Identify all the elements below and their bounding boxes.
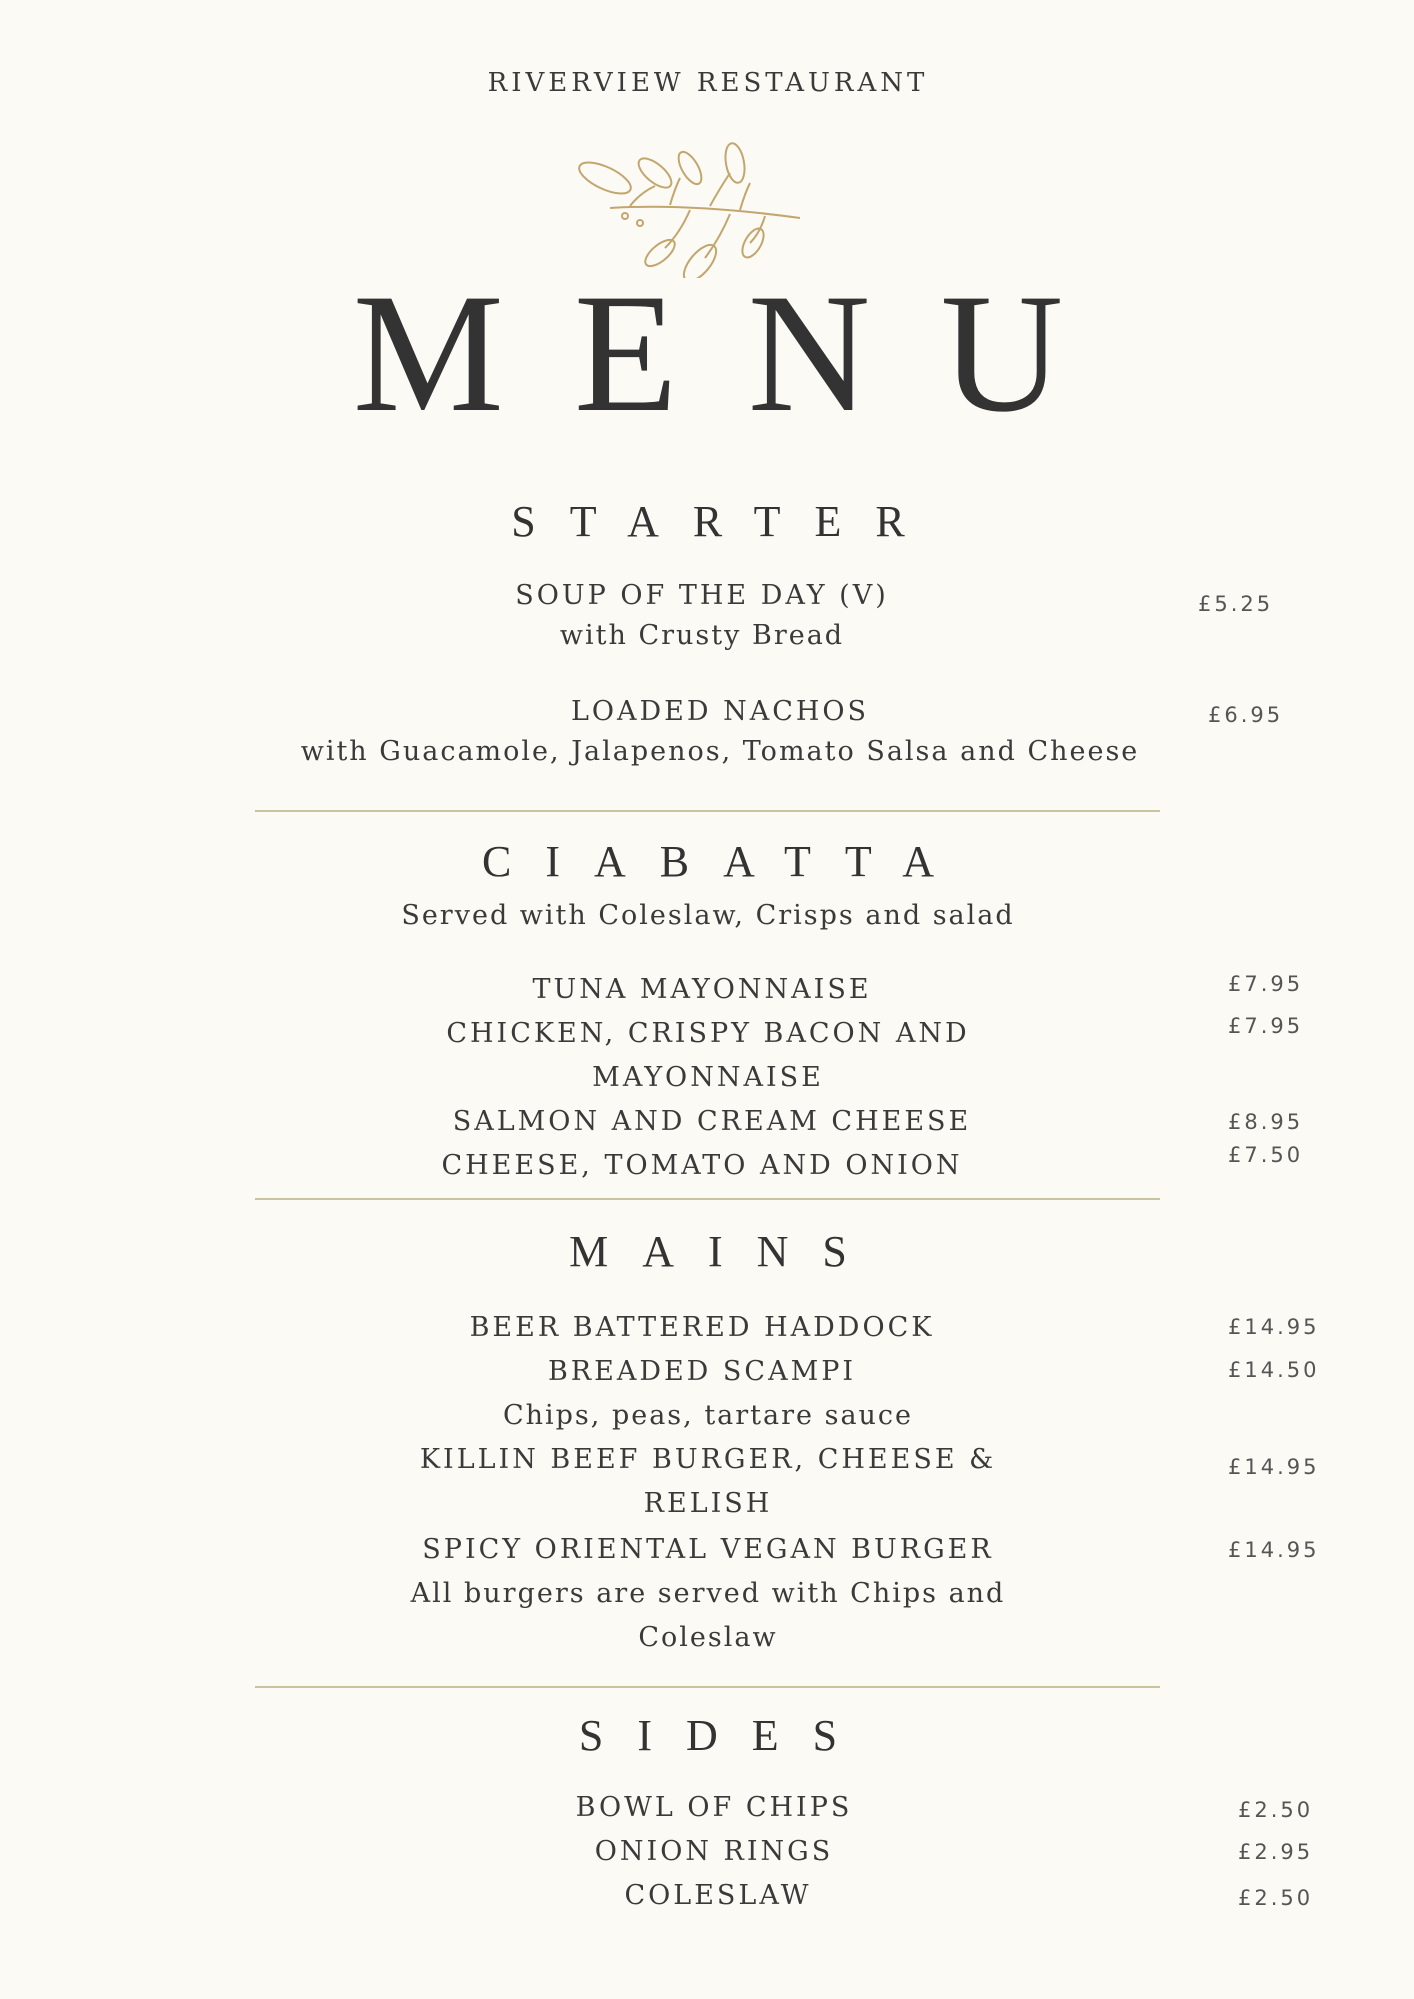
menu-item-price: £14.95 xyxy=(1228,1538,1320,1562)
section-heading-starter: STARTER xyxy=(511,497,939,546)
menu-item-name: BOWL OF CHIPS xyxy=(575,1792,853,1823)
menu-title: MENU xyxy=(352,259,1134,447)
menu-item-price: £8.95 xyxy=(1228,1110,1304,1134)
menu-item-name: KILLIN BEEF BURGER, CHEESE & xyxy=(419,1444,997,1475)
menu-item-desc: Chips, peas, tartare sauce xyxy=(502,1400,914,1431)
menu-item-name: COLESLAW xyxy=(624,1880,812,1911)
menu-item-price: £2.50 xyxy=(1238,1886,1314,1910)
menu-item-name: TUNA MAYONNAISE xyxy=(532,974,872,1005)
section-heading-mains: MAINS xyxy=(569,1227,881,1276)
menu-item-price: £14.95 xyxy=(1228,1315,1320,1339)
menu-item-desc: Coleslaw xyxy=(638,1622,778,1653)
section-heading-sides: SIDES xyxy=(578,1711,872,1760)
menu-item-name: ONION RINGS xyxy=(594,1836,834,1867)
menu-item-desc: with Crusty Bread xyxy=(559,620,845,651)
section-divider xyxy=(255,1686,1160,1688)
menu-item-name: MAYONNAISE xyxy=(592,1062,824,1093)
menu-item-price: £7.95 xyxy=(1228,1014,1304,1038)
menu-item-price: £5.25 xyxy=(1198,592,1274,616)
menu-item-price: £2.50 xyxy=(1238,1798,1314,1822)
menu-item-name: CHEESE, TOMATO AND ONION xyxy=(441,1150,963,1181)
menu-item-name: SOUP OF THE DAY (V) xyxy=(515,580,889,611)
section-divider xyxy=(255,810,1160,812)
menu-item-name: SPICY ORIENTAL VEGAN BURGER xyxy=(422,1534,994,1565)
menu-item-desc: All burgers are served with Chips and xyxy=(410,1578,1006,1609)
section-note: Served with Coleslaw, Crisps and salad xyxy=(401,900,1015,931)
section-divider xyxy=(255,1198,1160,1200)
leaf-sprig-icon xyxy=(570,138,810,278)
menu-item-price: £14.50 xyxy=(1228,1358,1320,1382)
menu-item-name: BREADED SCAMPI xyxy=(547,1356,857,1387)
menu-item-desc: with Guacamole, Jalapenos, Tomato Salsa and Cheese xyxy=(300,736,1140,767)
menu-item-price: £14.95 xyxy=(1228,1455,1320,1479)
menu-item-price: £2.95 xyxy=(1238,1840,1314,1864)
menu-item-price: £7.95 xyxy=(1228,972,1304,996)
menu-item-name: CHICKEN, CRISPY BACON AND xyxy=(446,1018,970,1049)
menu-item-price: £7.50 xyxy=(1228,1143,1304,1167)
menu-item-name: RELISH xyxy=(643,1488,773,1519)
menu-item-price: £6.95 xyxy=(1208,703,1284,727)
section-heading-ciabatta: CIABATTA xyxy=(481,837,969,886)
restaurant-name: RIVERVIEW RESTAURANT xyxy=(487,68,929,98)
menu-item-name: LOADED NACHOS xyxy=(570,696,870,727)
menu-item-name: BEER BATTERED HADDOCK xyxy=(469,1312,935,1343)
menu-item-name: SALMON AND CREAM CHEESE xyxy=(452,1106,972,1137)
